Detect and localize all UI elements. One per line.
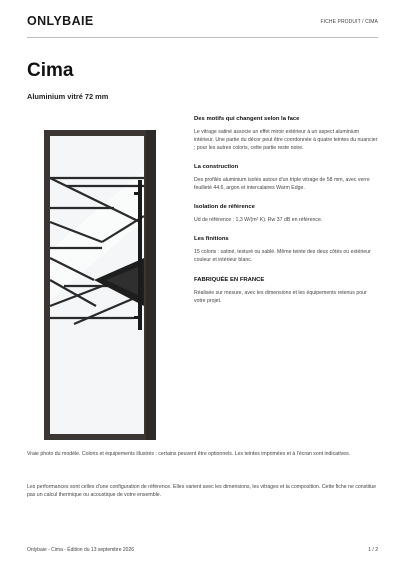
door-side-profile xyxy=(146,130,156,440)
page-number: 1 / 2 xyxy=(368,547,378,553)
breadcrumb: FICHE PRODUIT / CIMA xyxy=(320,19,378,25)
page-title: Cima xyxy=(27,60,74,81)
door-image xyxy=(44,130,156,440)
door-handle-bracket-top xyxy=(134,192,140,195)
section-heading: Des motifs qui changent selon la face xyxy=(194,116,300,122)
door-handle-bracket-bottom xyxy=(134,316,140,319)
product-subtitle: Aluminium vitré 72 mm xyxy=(27,92,109,101)
section-motifs xyxy=(194,116,378,152)
performance-disclaimer: Les performances sont celles d'une configuration de référence. Elles varient avec les dimensions, les vitrages et la composition. Cette fiche ne constitue pas un calcul thermique ou acoustique de votre ensemble. xyxy=(27,484,377,499)
section-body: 15 coloris : satiné, texturé ou sablé. Même teinte des deux côtés ou extérieur couleur et intérieur blanc. xyxy=(194,249,371,264)
door-illustration xyxy=(44,130,156,440)
section-body: Des profilés aluminium isolés autour d'un triple vitrage de 58 mm, avec verre feuilleté 44.6, argon et intercalaires Warm Edge. xyxy=(194,177,370,192)
photo-disclaimer: Vraie photo du modèle. Coloris et équipements illustrés : certains peuvent être optionnels. Les teintes imprimées et à l'écran sont indicatives. xyxy=(27,451,351,457)
header-divider xyxy=(27,37,378,38)
section-heading: Isolation de référence xyxy=(194,204,255,211)
section-made-in-france xyxy=(194,277,378,305)
section-heading: FABRIQUÉE EN FRANCE xyxy=(194,276,265,283)
door-handle-bar xyxy=(138,180,142,330)
section-construction xyxy=(194,164,378,192)
section-finitions xyxy=(194,236,378,264)
footer-edition: Onlybaie - Cima - Édition du 13 septembre 2026 xyxy=(27,547,135,553)
section-heading: Les finitions xyxy=(194,236,229,243)
section-body: Le vitrage satiné associe un effet miroir extérieur à un aspect aluminium intérieur. Une partie du décor peut être coordonnée à quatre teintes du nuancier ; pour les autres coloris, cette partie reste noire. xyxy=(194,129,378,152)
section-isolation xyxy=(194,204,378,224)
section-body: Réalisée sur mesure, avec les dimensions et les équipements retenus pour votre projet. xyxy=(194,289,367,304)
brand-logo: ONLYBAIE xyxy=(27,14,94,28)
section-body: Ud de référence : 1,3 W/(m² K). Rw 37 dB en référence. xyxy=(194,217,323,224)
section-heading: La construction xyxy=(194,164,239,171)
product-details xyxy=(194,116,378,317)
